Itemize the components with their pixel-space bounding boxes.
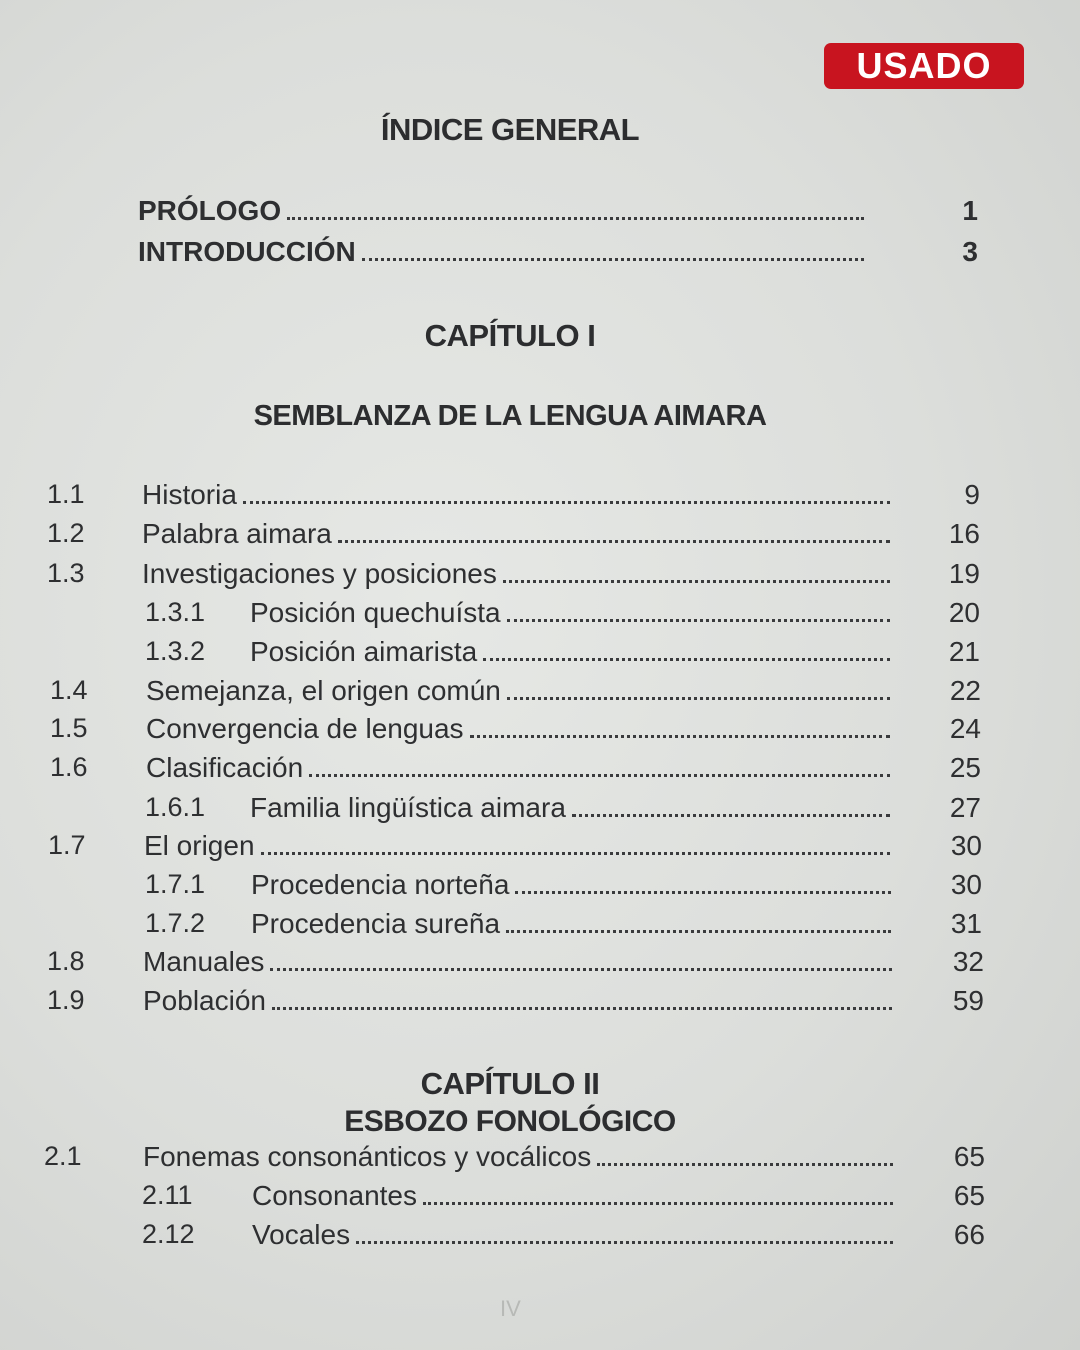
toc-entry-title: Clasificación	[146, 752, 304, 783]
toc-entry-number: 1.1	[47, 479, 85, 509]
toc-entry-title: Historia	[142, 479, 237, 510]
toc-entry-page: 31	[950, 908, 982, 939]
toc-entry-number: 1.7.2	[145, 908, 206, 938]
toc-entry-page: 22	[949, 675, 981, 706]
toc-entry-title: Procedencia sureña	[251, 908, 501, 939]
dot-leader	[507, 618, 890, 622]
toc-subentry	[0, 597, 1080, 633]
toc-entry	[0, 479, 1080, 515]
toc-entry-page: 3	[962, 236, 978, 267]
toc-entry-number: 1.7.1	[145, 869, 206, 899]
chapter-2-title: ESBOZO FONOLÓGICO	[344, 1105, 676, 1138]
toc-entry	[0, 830, 1080, 866]
dot-leader	[483, 657, 890, 661]
toc-entry-page: 66	[953, 1219, 985, 1250]
toc-entry-number: 1.5	[50, 713, 88, 743]
toc-entry-number: 1.3.1	[145, 597, 206, 627]
toc-entry-title: Vocales	[252, 1219, 351, 1250]
toc-entry-title: Manuales	[143, 946, 265, 977]
used-badge: USADO	[824, 43, 1024, 89]
toc-entry-number: 1.7	[48, 830, 86, 860]
toc-entry-number: 2.1	[44, 1141, 82, 1171]
dot-leader	[507, 696, 890, 700]
dot-leader	[243, 500, 890, 504]
dot-leader	[272, 1006, 892, 1010]
toc-entry	[0, 675, 1080, 711]
toc-entry-page: 16	[948, 518, 980, 549]
toc-entry-number: 1.6.1	[145, 792, 206, 822]
toc-entry-introduccion	[0, 236, 1080, 272]
toc-entry-number: 1.2	[47, 518, 85, 548]
toc-entry-page: 21	[948, 636, 980, 667]
dot-leader	[356, 1240, 893, 1244]
toc-subentry	[0, 869, 1080, 905]
dot-leader	[270, 967, 892, 971]
toc-entry-page: 20	[948, 597, 980, 628]
dot-leader	[338, 539, 890, 543]
toc-entry-prologo	[0, 195, 1080, 231]
toc-entry-title: Posición quechuísta	[250, 597, 501, 628]
toc-subentry	[0, 1219, 1080, 1255]
toc-subentry	[0, 792, 1080, 828]
toc-entry-number: 1.3.2	[145, 636, 206, 666]
dot-leader	[309, 773, 890, 777]
toc-entry-number: 1.4	[50, 675, 88, 705]
toc-entry-page: 24	[949, 713, 981, 744]
dot-leader	[597, 1162, 893, 1166]
dot-leader	[423, 1201, 893, 1205]
toc-entry	[0, 558, 1080, 594]
toc-entry	[0, 1141, 1080, 1177]
toc-entry-page: 59	[952, 985, 984, 1016]
chapter-1-label: CAPÍTULO I	[424, 318, 596, 353]
toc-subentry	[0, 908, 1080, 944]
toc-entry	[0, 752, 1080, 788]
toc-entry-page: 19	[948, 558, 980, 589]
toc-entry-title: Fonemas consonánticos y vocálicos	[143, 1141, 592, 1172]
toc-entry-title: Consonantes	[252, 1180, 418, 1211]
toc-entry-page: 65	[953, 1180, 985, 1211]
toc-entry-title: INTRODUCCIÓN	[138, 236, 356, 267]
toc-entry-title: Investigaciones y posiciones	[142, 558, 497, 589]
toc-entry	[0, 985, 1080, 1021]
toc-entry	[0, 518, 1080, 554]
toc-entry-title: Población	[143, 985, 266, 1016]
toc-entry-number: 1.8	[47, 946, 85, 976]
toc-entry-title: Palabra aimara	[142, 518, 332, 549]
toc-entry-number: 2.11	[142, 1180, 193, 1210]
toc-subentry	[0, 636, 1080, 672]
dot-leader	[515, 890, 891, 894]
dot-leader	[287, 216, 864, 220]
toc-entry-title: Semejanza, el origen común	[146, 675, 501, 706]
toc-entry	[0, 946, 1080, 982]
toc-entry-number: 1.9	[47, 985, 85, 1015]
toc-entry-title: Posición aimarista	[250, 636, 478, 667]
dot-leader	[470, 734, 890, 738]
toc-entry-page: 65	[953, 1141, 985, 1172]
toc-entry-page: 27	[949, 792, 981, 823]
toc-entry-number: 1.6	[50, 752, 88, 782]
toc-entry-number: 1.3	[47, 558, 85, 588]
toc-entry-page: 25	[949, 752, 981, 783]
toc-entry-page: 30	[950, 830, 982, 861]
dot-leader	[362, 257, 864, 261]
toc-entry-number: 2.12	[142, 1219, 195, 1249]
toc-entry-title: Procedencia norteña	[251, 869, 510, 900]
toc-entry-title: PRÓLOGO	[138, 195, 282, 226]
chapter-1-title: SEMBLANZA DE LA LENGUA AIMARA	[253, 400, 767, 432]
dot-leader	[261, 851, 890, 855]
dot-leader	[506, 929, 891, 933]
toc-subentry	[0, 1180, 1080, 1216]
toc-entry-page: 30	[950, 869, 982, 900]
toc-entry-page: 9	[964, 479, 980, 510]
page-number-footer: IV	[500, 1296, 521, 1321]
page-title: ÍNDICE GENERAL	[380, 112, 640, 147]
dot-leader	[503, 579, 890, 583]
toc-entry-title: Familia lingüística aimara	[250, 792, 566, 823]
toc-entry-title: Convergencia de lenguas	[146, 713, 464, 744]
dot-leader	[572, 813, 890, 817]
toc-entry-title: El origen	[144, 830, 255, 861]
toc-entry-page: 1	[962, 195, 978, 226]
chapter-2-label: CAPÍTULO II	[420, 1066, 600, 1101]
toc-entry	[0, 713, 1080, 749]
toc-entry-page: 32	[952, 946, 984, 977]
